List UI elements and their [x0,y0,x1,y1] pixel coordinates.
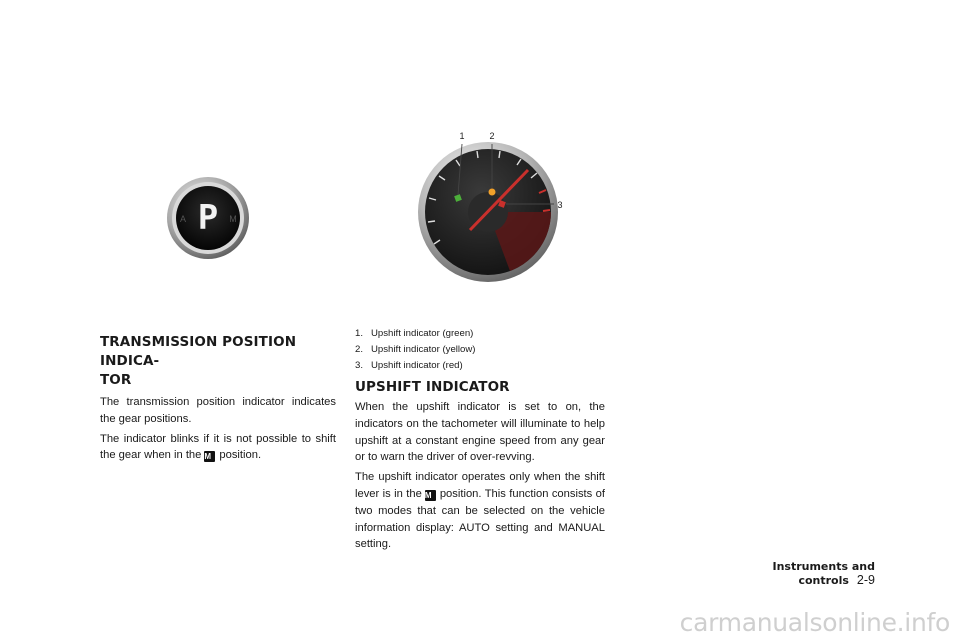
manual-mode-icon: M [204,451,215,462]
heading-line-1: TRANSMISSION POSITION INDICA- [100,334,297,369]
paragraph-text: position. [219,449,262,462]
callout-label-3: 3 [557,200,563,210]
gear-side-letter-right: M [229,214,237,224]
list-item [355,342,605,358]
callout-number: 2. [355,344,364,355]
heading-line-2: TOR [100,372,132,388]
callout-label-2: 2 [489,131,495,141]
list-item [355,358,605,374]
paragraph: The transmission position indicator indicates the gear positions. [100,396,336,425]
upshift-indicator-yellow [489,189,496,196]
watermark: carmanualsonline.info [679,608,950,637]
list-item [355,326,605,342]
callout-text: Upshift indicator (green) [371,328,474,339]
callout-number: 1. [355,328,364,339]
paragraph-text: position. This function consists of two modes that can be selected on the vehicle information display: AUTO setting and MANUAL setting. [355,487,605,551]
callout-legend [355,326,605,374]
page-number: 2-9 [856,573,875,587]
section-heading [100,333,336,390]
upshift-indicator-section [355,326,605,553]
tachometer-illustration [410,126,580,296]
callout-text: Upshift indicator (red) [371,360,463,371]
callout-number: 3. [355,360,364,371]
paragraph: When the upshift indicator is set to on, the indicators on the tachometer will illuminate to help upshift at a constant engine speed from any gear or to warn the driver of over-revving. [355,401,605,464]
transmission-position-section [100,333,336,464]
section-heading: UPSHIFT INDICATOR [355,379,510,395]
gear-side-letter-left: A [179,214,187,224]
paragraph [100,431,336,465]
paragraph [355,469,605,553]
gear-letter: P [197,198,219,238]
paragraph-text: The upshift indicator operates only when the shift lever is in the [355,471,605,500]
callout-label-1: 1 [459,131,465,141]
footer-section-title: Instruments and controls [772,560,875,587]
paragraph-text: The indicator blinks if it is not possible to shift the gear when in the [100,432,336,462]
manual-mode-icon: M [425,490,436,501]
callout-text: Upshift indicator (yellow) [371,344,476,355]
page-footer [705,560,875,587]
gear-position-indicator-illustration [166,176,250,260]
